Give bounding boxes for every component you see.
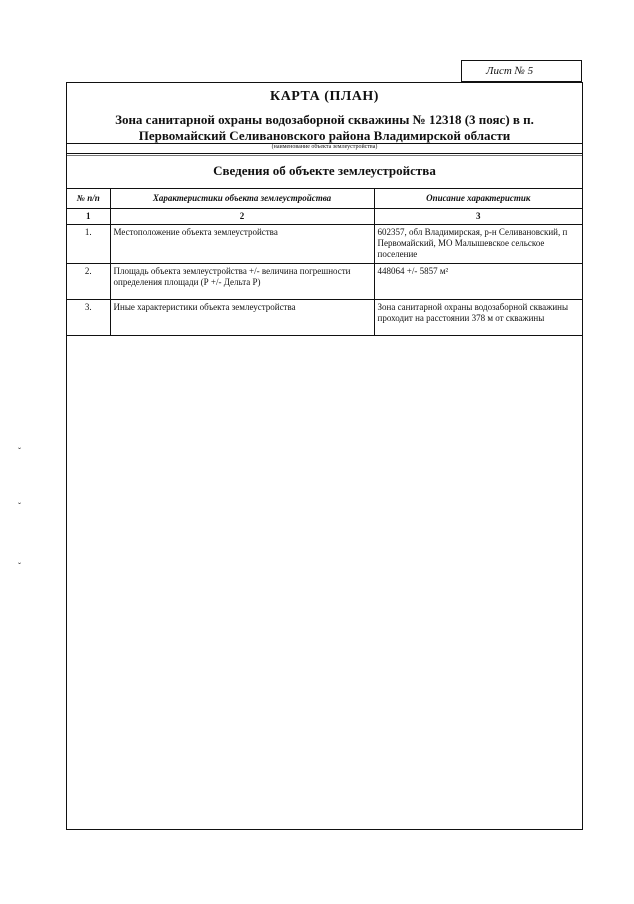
subtitle-line-2: Первомайский Селивановского района Владимирской области [138,128,511,143]
row-characteristic: Площадь объекта землеустройства +/- величина погрешности определения площади (Р +/- Дельта Р) [110,263,374,299]
table-row [67,299,582,335]
row-number: 2. [67,263,110,299]
row-characteristic: Местоположение объекта землеустройства [110,224,374,263]
scan-mark: ˇ [18,561,21,571]
sheet-number-box [461,60,582,82]
table-row [67,224,582,263]
column-header: Описание характеристик [374,189,582,208]
subtitle-line-1: Зона санитарной охраны водозаборной скважины № 12318 (3 пояс) в п. [115,112,534,127]
column-number: 3 [374,208,582,224]
scan-mark: ˇ [18,501,21,511]
table-header-row [67,189,582,208]
object-info-table [67,189,582,336]
row-description: Зона санитарной охраны водозаборной скважины проходит на расстоянии 378 м от скважины [374,299,582,335]
row-number: 3. [67,299,110,335]
document-frame [66,82,583,830]
column-header: Характеристики объекта землеустройства [110,189,374,208]
column-number: 1 [67,208,110,224]
section-title: Сведения об объекте землеустройства [213,163,436,178]
row-number: 1. [67,224,110,263]
column-number-row [67,208,582,224]
divider-line [67,153,582,154]
divider-line [67,155,582,156]
table-row [67,263,582,299]
row-characteristic: Иные характеристики объекта землеустройства [110,299,374,335]
row-description: 448064 +/- 5857 м² [374,263,582,299]
row-description: 602357, обл Владимирская, р-н Селивановский, п Первомайский, МО Малышевское сельское поселение [374,224,582,263]
document-title: КАРТА (ПЛАН) [270,89,379,104]
column-header: № п/п [67,189,110,208]
object-name-caption: (наименование объекта землеустройства) [271,144,378,150]
column-number: 2 [110,208,374,224]
document-subtitle [67,112,582,144]
sheet-number: Лист № 5 [486,65,534,77]
scan-mark: ˇ [18,446,21,456]
